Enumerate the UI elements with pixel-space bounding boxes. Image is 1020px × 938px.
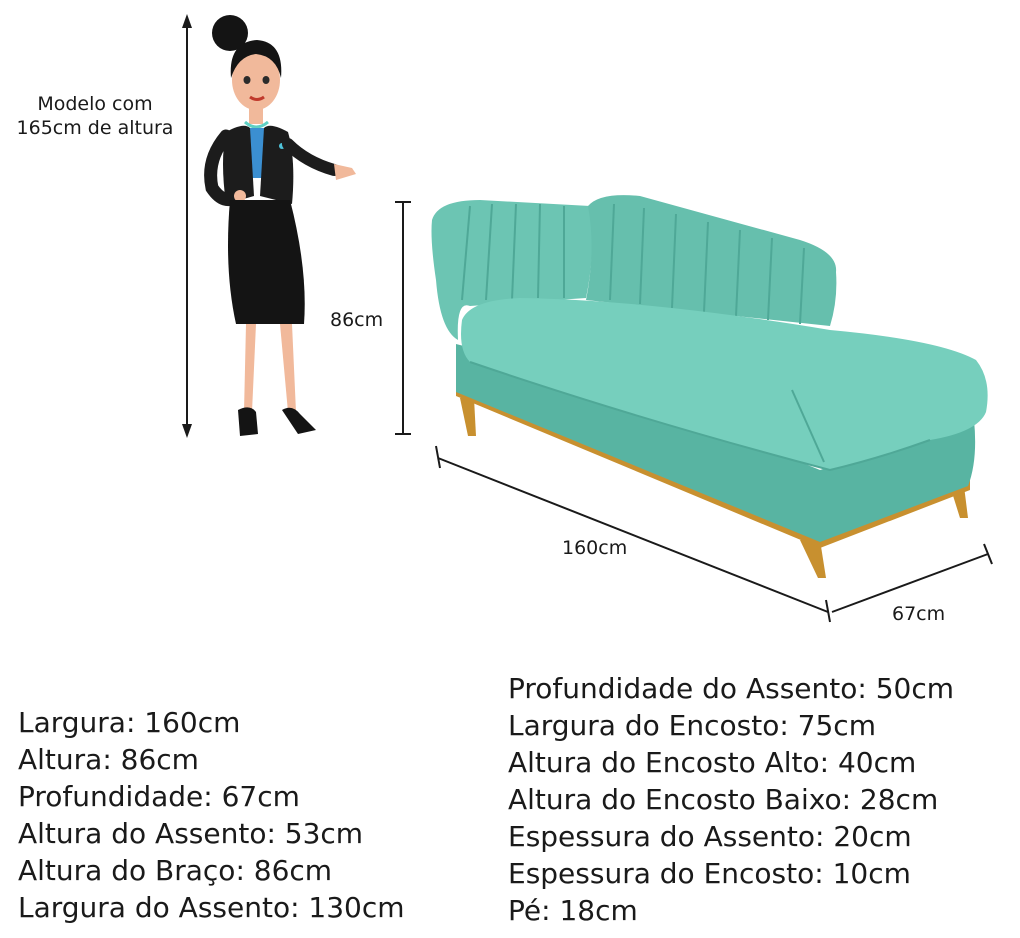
- model-note-line-2: 165cm de altura: [16, 117, 174, 139]
- spec-item: Pé: 18cm: [508, 894, 638, 927]
- model-note-line-1: Modelo com: [37, 93, 153, 115]
- height-bracket: [395, 202, 411, 434]
- height-label: 86cm: [330, 309, 384, 331]
- spec-item: Profundidade do Assento: 50cm: [508, 672, 955, 705]
- chaise-longue: [432, 195, 988, 578]
- spec-item: Largura do Encosto: 75cm: [508, 709, 876, 742]
- spec-item: Espessura do Encosto: 10cm: [508, 857, 911, 890]
- spec-item: Espessura do Assento: 20cm: [508, 820, 912, 853]
- model-height-arrow: [182, 14, 192, 438]
- model-figure: [211, 15, 356, 436]
- spec-item: Largura do Assento: 130cm: [18, 891, 405, 924]
- depth-bracket: [832, 544, 992, 612]
- spec-item: Altura do Braço: 86cm: [18, 854, 333, 887]
- specs-list-right: [508, 670, 954, 929]
- width-label: 160cm: [562, 537, 628, 559]
- spec-item: Largura: 160cm: [18, 706, 241, 739]
- spec-item: Altura do Assento: 53cm: [18, 817, 364, 850]
- spec-item: Altura: 86cm: [18, 743, 199, 776]
- spec-item: Altura do Encosto Baixo: 28cm: [508, 783, 939, 816]
- depth-label: 67cm: [892, 603, 946, 625]
- specs-list-left: [18, 704, 405, 926]
- spec-item: Profundidade: 67cm: [18, 780, 300, 813]
- spec-item: Altura do Encosto Alto: 40cm: [508, 746, 917, 779]
